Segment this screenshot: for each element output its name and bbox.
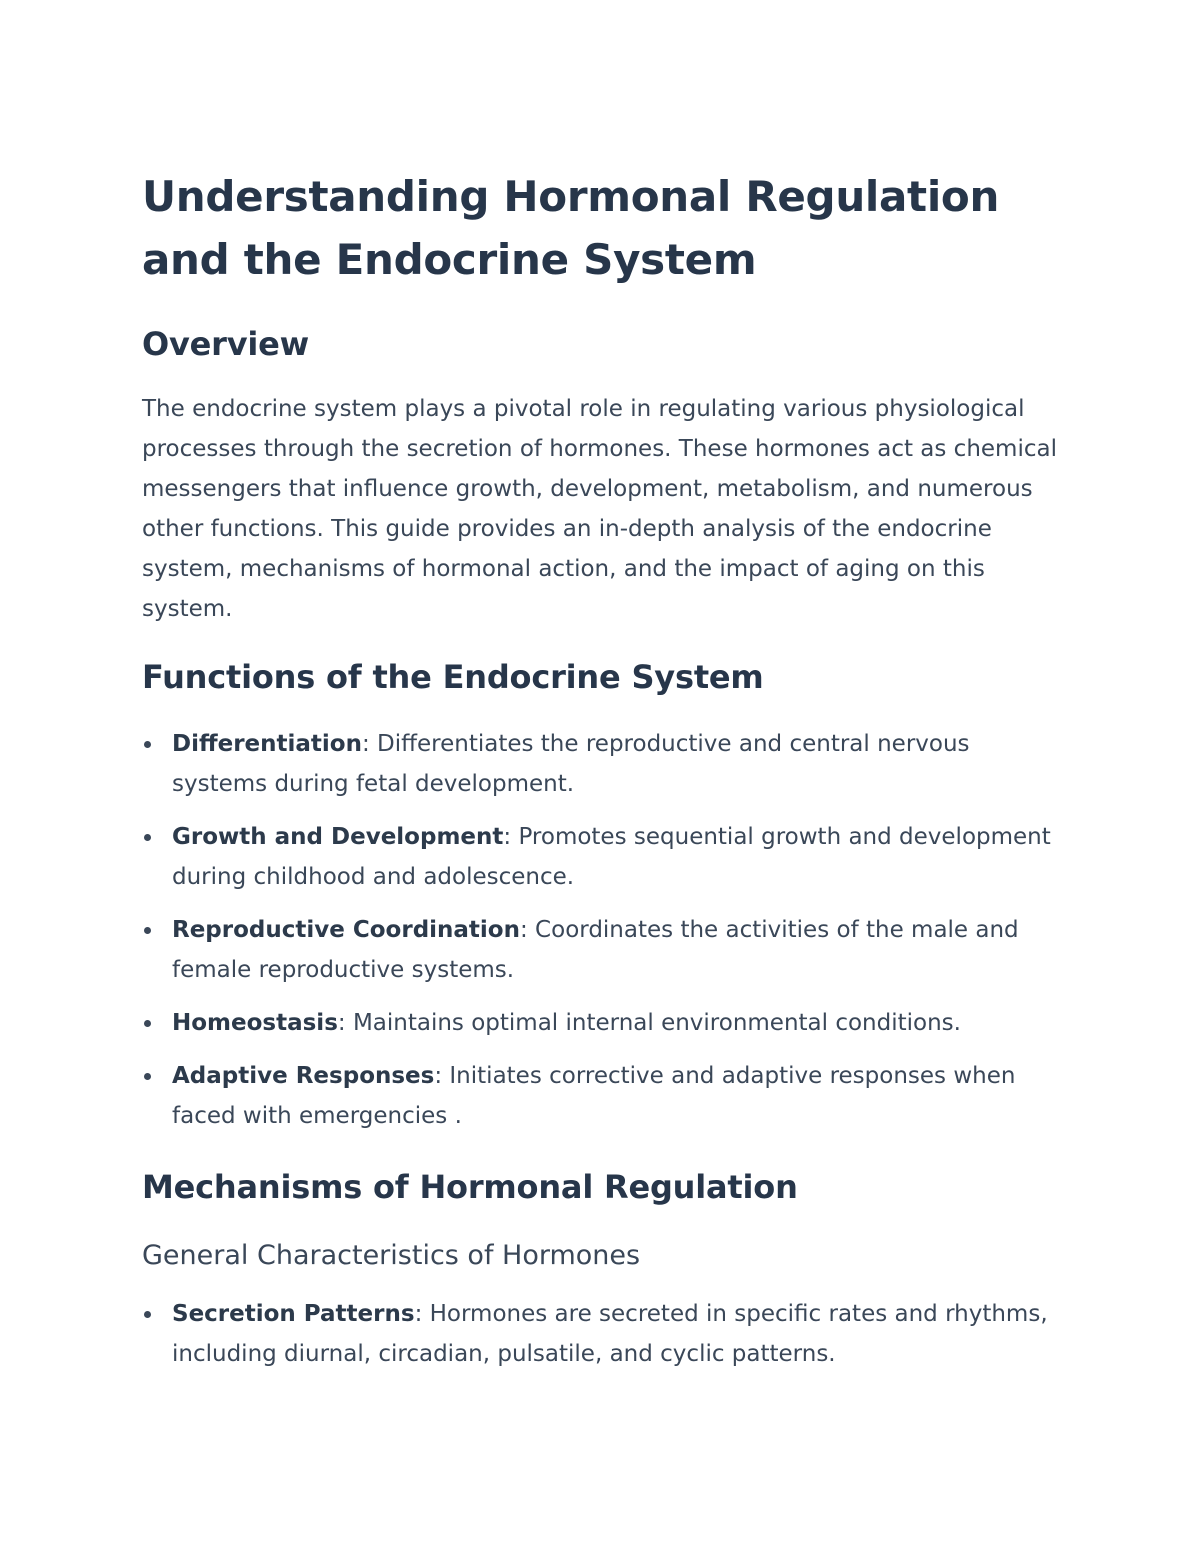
- item-term: Reproductive Coordination: [172, 917, 520, 943]
- functions-heading: Functions of the Endocrine System: [142, 658, 764, 696]
- item-text: : Hormones are secreted in specific rates and rhythms, including diurnal, circadian, pulsatile, and cyclic patterns.: [172, 1301, 1048, 1367]
- item-term: Homeostasis: [172, 1010, 338, 1036]
- list-item: [142, 1056, 1062, 1136]
- bullet-icon: [144, 741, 151, 748]
- mechanisms-heading: Mechanisms of Hormonal Regulation: [142, 1168, 798, 1206]
- general-characteristics-subheading: General Characteristics of Hormones: [142, 1240, 641, 1271]
- bullet-icon: [144, 1311, 151, 1318]
- list-item: [142, 817, 1062, 897]
- item-term: Growth and Development: [172, 824, 504, 850]
- list-item: [142, 910, 1062, 990]
- functions-list: [142, 724, 1062, 1136]
- item-text: : Maintains optimal internal environmental conditions.: [337, 1010, 961, 1036]
- title-line-1: Understanding Hormonal Regulation: [142, 172, 1000, 221]
- list-item: [142, 1003, 1062, 1043]
- document-title: [142, 165, 1062, 291]
- item-term: Adaptive Responses: [172, 1063, 435, 1089]
- item-text: : Coordinates the activities of the male and female reproductive systems.: [172, 917, 1019, 983]
- list-item: [142, 724, 1062, 804]
- bullet-icon: [144, 927, 151, 934]
- bullet-icon: [144, 1020, 151, 1027]
- item-text: : Promotes sequential growth and development during childhood and adolescence.: [172, 824, 1051, 890]
- item-term: Differentiation: [172, 731, 362, 757]
- item-term: Secretion Patterns: [172, 1301, 415, 1327]
- title-line-2: and the Endocrine System: [142, 235, 757, 284]
- document-page: [142, 165, 1062, 1374]
- characteristics-list: [142, 1294, 1062, 1374]
- item-text: : Differentiates the reproductive and central nervous systems during fetal development.: [172, 731, 970, 797]
- bullet-icon: [144, 834, 151, 841]
- overview-heading: Overview: [142, 325, 310, 363]
- overview-paragraph: The endocrine system plays a pivotal role in regulating various physiological processes through the secretion of hormones. These hormones act as chemical messengers that influence growth, development, metabolism, and numerous other functions. This guide provides an in-depth analysis of the endocrine system, mechanisms of hormonal action, and the impact of aging on this system.: [142, 396, 1057, 622]
- list-item: [142, 1294, 1062, 1374]
- item-text: : Initiates corrective and adaptive responses when faced with emergencies .: [172, 1063, 1016, 1129]
- bullet-icon: [144, 1073, 151, 1080]
